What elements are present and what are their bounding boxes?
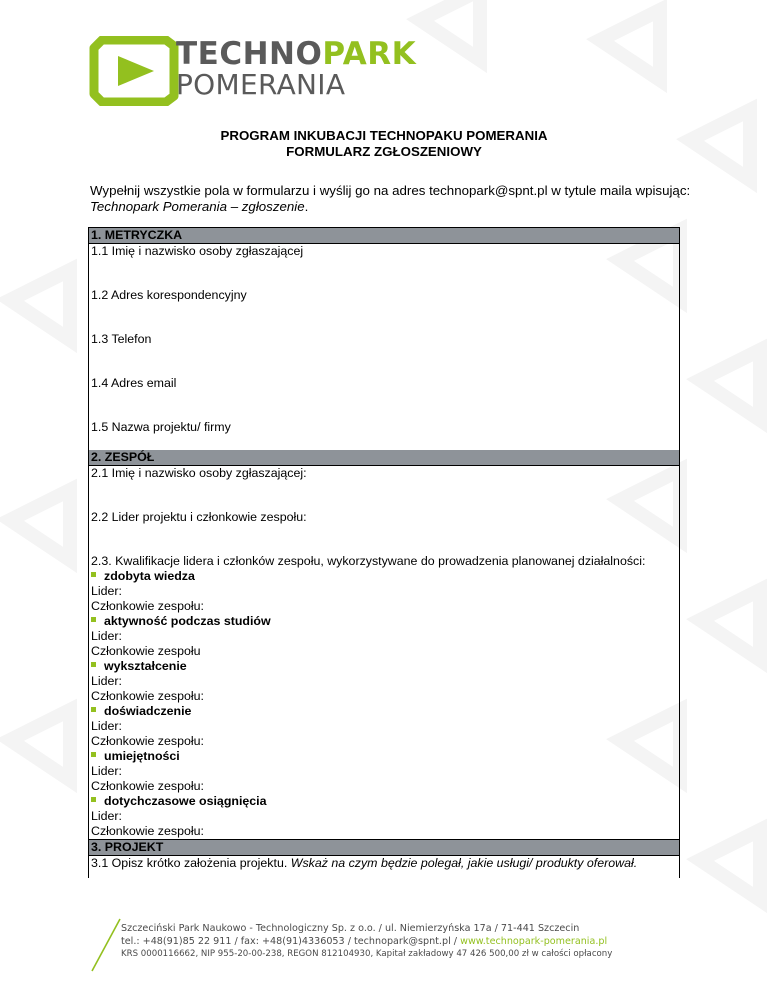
page-subtitle: FORMULARZ ZGŁOSZENIOWY [286,144,482,159]
members-label[interactable]: Członkowie zespołu: [91,689,204,703]
field-project-name[interactable]: 1.5 Nazwa projektu/ firmy [91,420,231,434]
members-label[interactable]: Członkowie zespołu: [91,824,204,838]
bullet-icon [91,752,96,757]
leader-label[interactable]: Lider: [91,584,122,598]
logo-techno: TECHNO [176,36,323,72]
bullet-icon [91,797,96,802]
bullet-icon [91,617,96,622]
intro-subject: Technopark Pomerania – zgłoszenie [90,199,305,214]
leader-label[interactable]: Lider: [91,629,122,643]
bullet-icon [91,662,96,667]
footer-slash-icon [86,917,126,973]
qualification-item: aktywność podczas studiów [89,614,679,629]
intro-period: . [304,199,309,214]
members-label[interactable]: Członkowie zespołu: [91,734,204,748]
field-email[interactable]: 1.4 Adres email [91,376,177,390]
leader-label[interactable]: Lider: [91,764,122,778]
leader-label[interactable]: Lider: [91,719,122,733]
bullet-icon [91,572,96,577]
logo-pomerania: POMERANIA [176,68,346,101]
members-label[interactable]: Członkowie zespołu [91,644,201,658]
leader-label[interactable]: Lider: [91,674,122,688]
qualification-item: doświadczenie [89,704,679,719]
field-project-description[interactable] [89,856,679,878]
intro-text: Wypełnij wszystkie pola w formularzu i wyślij go na adres technopark@spnt.pl w tytule maila wpisując: [90,183,691,198]
leader-label[interactable]: Lider: [91,809,122,823]
field-qualifications: 2.3. Kwalifikacje lidera i członków zespołu, wykorzystywane do prowadzenia planowanej działalności: [91,554,646,568]
qualification-item: zdobyta wiedza [89,569,679,584]
intro-paragraph [90,183,730,215]
qualification-item: umiejętności [89,749,679,764]
field-team-applicant-name[interactable]: 2.1 Imię i nazwisko osoby zgłaszającej: [91,466,307,480]
footer-phone-fax-email: tel.: +48(91)85 22 911 / fax: +48(91)4336053 / technopark@spnt.pl / [121,936,458,947]
field-phone[interactable]: 1.3 Telefon [91,332,152,346]
qualification-item: wykształcenie [89,659,679,674]
members-label[interactable]: Członkowie zespołu: [91,599,204,613]
project-description-label: 3.1 Opisz krótko założenia projektu. [91,856,288,870]
field-applicant-name[interactable]: 1.1 Imię i nazwisko osoby zgłaszającej [91,244,304,258]
project-description-hint: Wskaż na czym będzie polegał, jakie usługi/ produkty oferował. [290,856,638,870]
members-label[interactable]: Członkowie zespołu: [91,779,204,793]
field-team-leader-members[interactable]: 2.2 Lider projektu i członkowie zespołu: [91,510,307,524]
footer-registration: KRS 0000116662, NIP 955-20-00-238, REGON 812104930, Kapitał zakładowy 47 426 500,00 zł w całości opłacony [121,949,613,959]
section-metryczka-header: 1. METRYCZKA [89,228,679,244]
field-address[interactable]: 1.2 Adres korespondencyjny [91,288,247,302]
logo-park: PARK [322,36,417,72]
footer-company: Szczeciński Park Naukowo - Technologiczny Sp. z o.o. / ul. Niemierzyńska 17a / 71-441 Szczecin [121,923,580,934]
section-zespol-header: 2. ZESPÓŁ [89,450,679,466]
footer-contact [121,922,612,961]
logo-wordmark [176,36,417,101]
section-projekt-header: 3. PROJEKT [89,839,679,856]
page-title: PROGRAM INKUBACJI TECHNOPAKU POMERANIA [220,128,548,143]
footer-website-link[interactable]: www.technopark-pomerania.pl [460,936,608,947]
application-form [88,227,680,878]
bullet-icon [91,707,96,712]
qualification-item: dotychczasowe osiągnięcia [89,794,679,809]
